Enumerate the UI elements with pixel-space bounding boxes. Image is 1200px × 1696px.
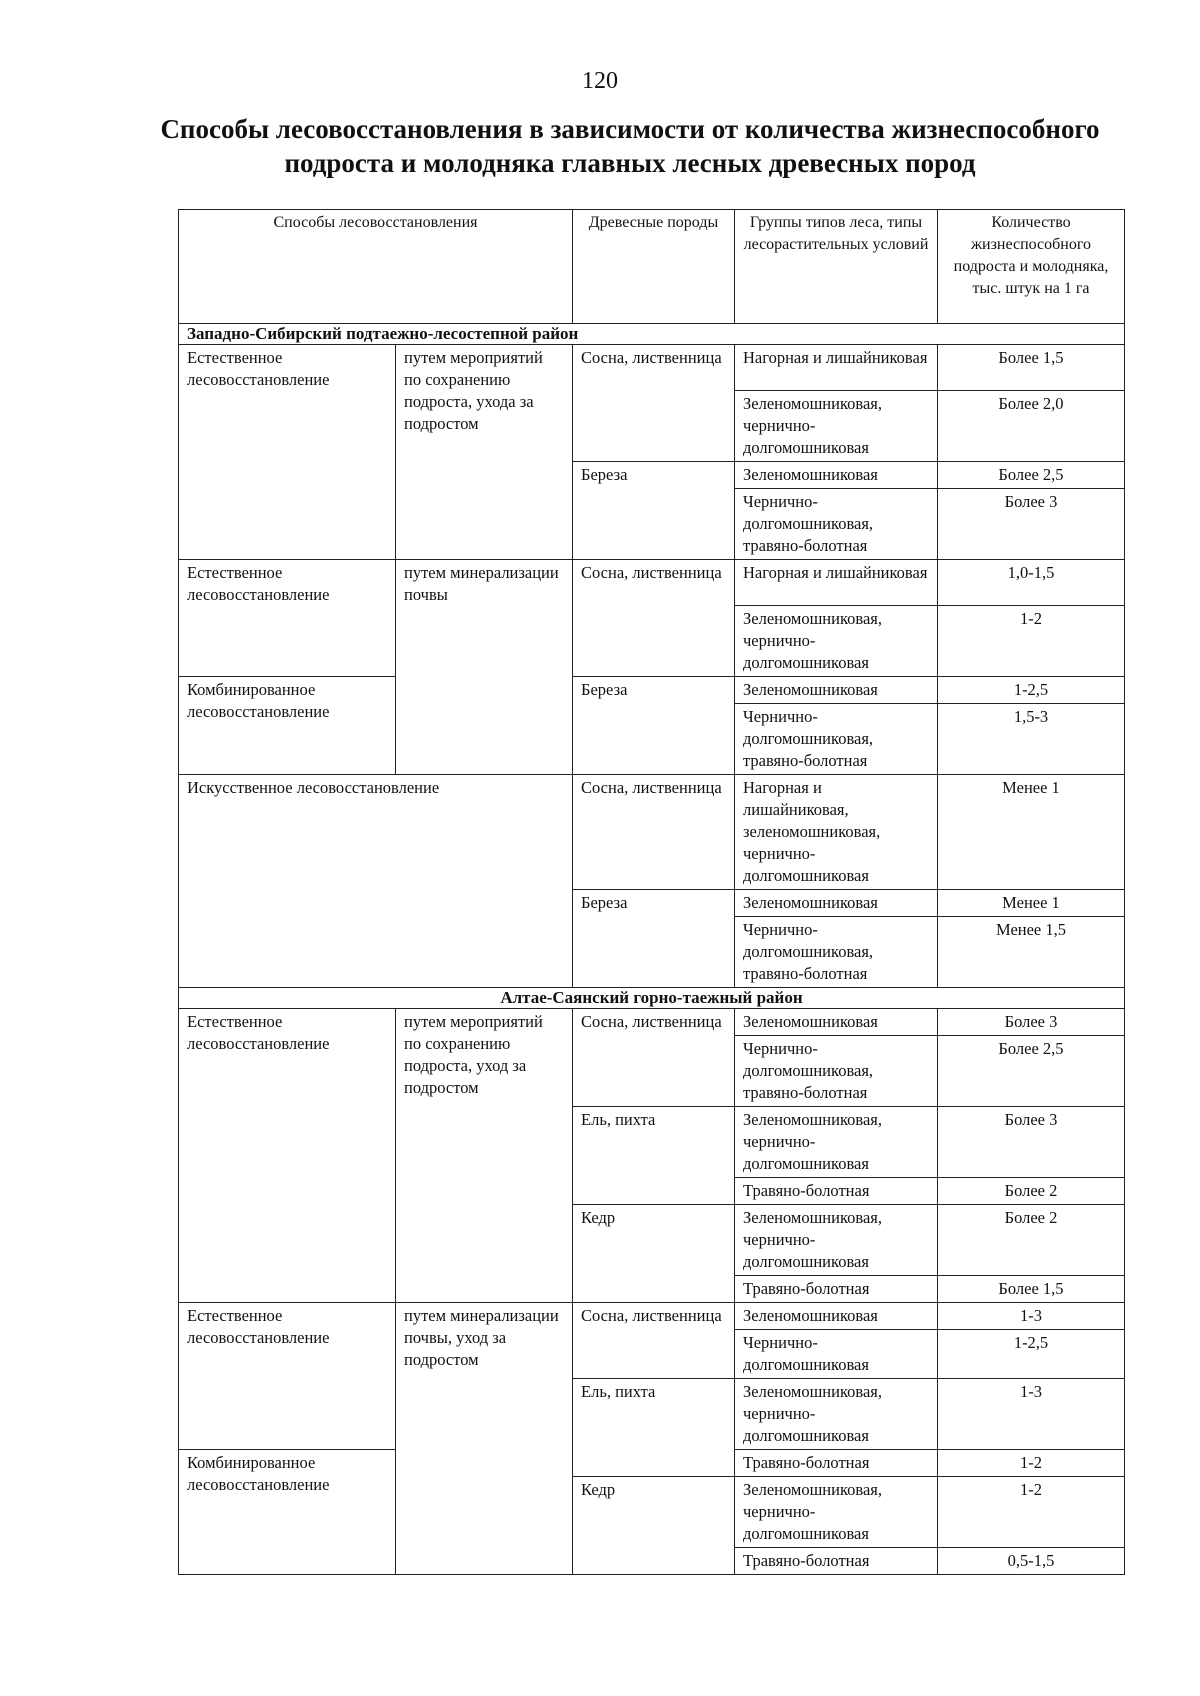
quantity-cell: 1-3	[938, 1379, 1125, 1450]
species-cell: Сосна, лиственница	[573, 345, 735, 462]
quantity-cell: 1-2	[938, 606, 1125, 677]
method-cell: Искусственное лесовосстановление	[179, 775, 573, 988]
forest-type-cell: Зеленомошниковая, чернично-долгомошниковая	[735, 391, 938, 462]
reforestation-table	[178, 209, 1125, 1575]
forest-type-cell: Зеленомошниковая, чернично-долгомошниковая	[735, 1107, 938, 1178]
forest-type-cell: Нагорная и лишайниковая	[735, 560, 938, 606]
quantity-cell: 1-2	[938, 1477, 1125, 1548]
forest-type-cell: Травяно-болотная	[735, 1548, 938, 1575]
title-line-2: подроста и молодняка главных лесных древесных пород	[284, 148, 976, 178]
forest-type-cell: Зеленомошниковая, чернично-долгомошниковая	[735, 606, 938, 677]
forest-type-cell: Зеленомошниковая	[735, 1303, 938, 1330]
forest-type-cell: Чернично-долгомошниковая	[735, 1330, 938, 1379]
forest-type-cell: Зеленомошниковая, чернично-долгомошниковая	[735, 1205, 938, 1276]
forest-type-cell: Чернично-долгомошниковая, травяно-болотная	[735, 917, 938, 988]
method-cell: Естественное лесовосстановление	[179, 1009, 396, 1303]
page-number: 120	[582, 68, 618, 94]
quantity-cell: Более 2	[938, 1178, 1125, 1205]
quantity-cell: Более 2,5	[938, 462, 1125, 489]
quantity-cell: 1-2,5	[938, 1330, 1125, 1379]
method-cell: Комбинированное лесовосстановление	[179, 677, 396, 775]
quantity-cell: 0,5-1,5	[938, 1548, 1125, 1575]
quantity-cell: Менее 1,5	[938, 917, 1125, 988]
quantity-cell: 1,5-3	[938, 704, 1125, 775]
quantity-cell: Более 3	[938, 489, 1125, 560]
quantity-cell: Более 2,5	[938, 1036, 1125, 1107]
header-species: Древесные породы	[573, 210, 735, 324]
species-cell: Кедр	[573, 1205, 735, 1303]
species-cell: Сосна, лиственница	[573, 775, 735, 890]
method-cell: Естественное лесовосстановление	[179, 560, 396, 677]
forest-type-cell: Зеленомошниковая	[735, 677, 938, 704]
forest-type-cell: Зеленомошниковая	[735, 462, 938, 489]
means-cell: путем мероприятий по сохранению подроста, уход за подростом	[396, 1009, 573, 1303]
species-cell: Береза	[573, 677, 735, 775]
quantity-cell: Более 3	[938, 1107, 1125, 1178]
method-cell: Естественное лесовосстановление	[179, 1303, 396, 1450]
species-cell: Кедр	[573, 1477, 735, 1575]
quantity-cell: 1,0-1,5	[938, 560, 1125, 606]
forest-type-cell: Зеленомошниковая	[735, 1009, 938, 1036]
forest-type-cell: Нагорная и лишайниковая, зеленомошниковая, чернично-долгомошниковая	[735, 775, 938, 890]
method-cell: Естественное лесовосстановление	[179, 345, 396, 560]
forest-type-cell: Травяно-болотная	[735, 1276, 938, 1303]
region-west-siberian: Западно-Сибирский подтаежно-лесостепной район	[179, 324, 1125, 345]
species-cell: Ель, пихта	[573, 1107, 735, 1205]
forest-type-cell: Чернично-долгомошниковая, травяно-болотная	[735, 489, 938, 560]
species-cell: Ель, пихта	[573, 1379, 735, 1477]
quantity-cell: 1-2,5	[938, 677, 1125, 704]
species-cell: Береза	[573, 890, 735, 988]
region-altai-sayan: Алтае-Саянский горно-таежный район	[179, 988, 1125, 1009]
species-cell: Сосна, лиственница	[573, 1009, 735, 1107]
quantity-cell: 1-3	[938, 1303, 1125, 1330]
means-cell: путем мероприятий по сохранению подроста, ухода за подростом	[396, 345, 573, 560]
forest-type-cell: Нагорная и лишайниковая	[735, 345, 938, 391]
quantity-cell: Менее 1	[938, 775, 1125, 890]
quantity-cell: Более 1,5	[938, 1276, 1125, 1303]
species-cell: Сосна, лиственница	[573, 1303, 735, 1379]
method-cell: Комбинированное лесовосстановление	[179, 1450, 396, 1575]
forest-type-cell: Травяно-болотная	[735, 1450, 938, 1477]
quantity-cell: Менее 1	[938, 890, 1125, 917]
forest-type-cell: Травяно-болотная	[735, 1178, 938, 1205]
forest-type-cell: Зеленомошниковая, чернично-долгомошниковая	[735, 1379, 938, 1450]
means-cell: путем минерализации почвы	[396, 560, 573, 775]
header-forest-groups: Группы типов леса, типы лесорастительных условий	[735, 210, 938, 324]
forest-type-cell: Зеленомошниковая	[735, 890, 938, 917]
document-title	[150, 112, 1110, 180]
means-cell: путем минерализации почвы, уход за подростом	[396, 1303, 573, 1575]
forest-type-cell: Чернично-долгомошниковая, травяно-болотная	[735, 704, 938, 775]
quantity-cell: 1-2	[938, 1450, 1125, 1477]
species-cell: Сосна, лиственница	[573, 560, 735, 677]
forest-type-cell: Чернично-долгомошниковая, травяно-болотная	[735, 1036, 938, 1107]
species-cell: Береза	[573, 462, 735, 560]
quantity-cell: Более 3	[938, 1009, 1125, 1036]
header-methods: Способы лесовосстановления	[179, 210, 573, 324]
quantity-cell: Более 2,0	[938, 391, 1125, 462]
quantity-cell: Более 1,5	[938, 345, 1125, 391]
forest-type-cell: Зеленомошниковая, чернично-долгомошниковая	[735, 1477, 938, 1548]
title-line-1: Способы лесовосстановления в зависимости от количества жизнеспособного	[160, 114, 1100, 144]
quantity-cell: Более 2	[938, 1205, 1125, 1276]
header-quantity: Количество жизнеспособного подроста и молодняка, тыс. штук на 1 га	[938, 210, 1125, 324]
